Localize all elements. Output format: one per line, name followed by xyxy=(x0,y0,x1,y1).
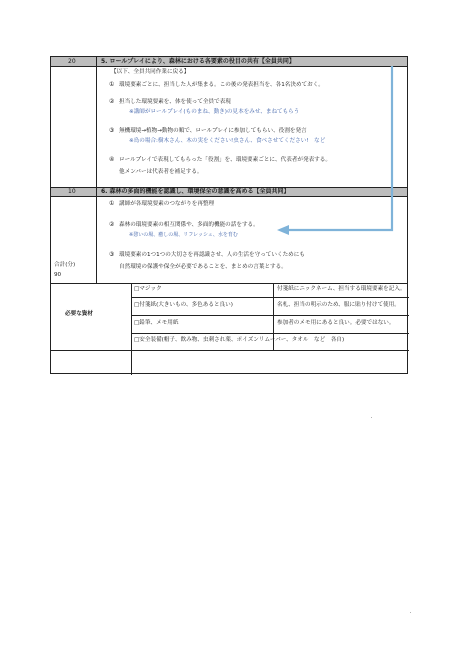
item-text: 担当した環境要素を、体を使って全員で表現 xyxy=(119,99,231,105)
arrow-line xyxy=(286,66,392,230)
section-5-time: 20 xyxy=(68,58,76,65)
item-text: 自然環境の保護や保全が必要であることを、まとめの言葉とする。 xyxy=(119,264,287,270)
scan-speck xyxy=(410,612,411,613)
total-value: 90 xyxy=(54,272,62,278)
item-number: ③ xyxy=(109,251,115,258)
section-6-heading: 6. 森林の多面的機能を認識し、環境保全の意識を高める【全員共同】 xyxy=(101,188,290,195)
section-5-heading: 5. ロールプレイにより、森林における各要素の役目の共有【全員共同】 xyxy=(101,58,295,65)
item-number: ① xyxy=(109,81,115,88)
item-text: 森林の環境要素の相互関係や、多面的機能の話をする。 xyxy=(119,222,259,228)
item-number: ② xyxy=(109,221,115,228)
section-6-time: 10 xyxy=(68,188,76,195)
item-note: ※憩いの場、癒しの場、リフレッシュ、水を育む xyxy=(129,232,238,238)
material-safety: □安全装備(帽子、飲み物、虫刺され薬、ポイズンリムーバー、タオル など 各自) xyxy=(134,337,345,343)
scan-speck xyxy=(371,417,372,418)
item-text: 環境要素ごとに、担当した人が集まる。この後の発表担当を、各1名決めておく。 xyxy=(119,82,324,88)
item-text: 他メンバーは代表者を補足する。 xyxy=(119,169,203,175)
item-number: ③ xyxy=(109,127,115,134)
item-text: 環境要素の1つ1つの大切さを再認識させ、人の生活を守っていくためにも xyxy=(119,252,305,258)
material-name: □鉛筆、メモ用紙 xyxy=(134,320,179,326)
materials-label: 必要な資材 xyxy=(65,311,93,317)
item-number: ② xyxy=(109,98,115,105)
material-desc: 参加者のメモ用にあると良い。必要ではない。 xyxy=(277,320,395,326)
material-name: □マジック xyxy=(134,286,162,292)
arrow-head xyxy=(277,225,289,235)
material-name: □付箋紙(大きいもの、多色あると良い) xyxy=(134,302,233,308)
item-text: ロールプレイで表現してもらった「役割」を、環境要素ごとに、代表者が発表する。 xyxy=(119,157,331,163)
item-number: ④ xyxy=(109,156,115,163)
item-number: ① xyxy=(109,200,115,207)
item-note: ※講師がロールプレイ(ものまね、動き)の見本をみせ、まねてもらう xyxy=(129,109,300,115)
total-label: 合計(分) xyxy=(54,262,76,268)
item-text: 講師が各環境要素のつながりを再整理 xyxy=(119,201,215,207)
section-5-note: 【以下、全員共同作業に戻る】 xyxy=(111,69,190,75)
material-desc: 付箋紙にニックネーム、担当する環境要素を記入。 xyxy=(277,286,406,292)
item-text: 無機環境→植物→動物の順で、ロールプレイに参加してもらい、役割を発言 xyxy=(119,128,307,134)
material-desc: 名札、担当の明示のため、服に貼り付けて使用。 xyxy=(277,302,400,308)
item-note: ※鳥の場合:樹木さん、木の実をください!虫さん、食べさせてください! など xyxy=(129,138,326,144)
